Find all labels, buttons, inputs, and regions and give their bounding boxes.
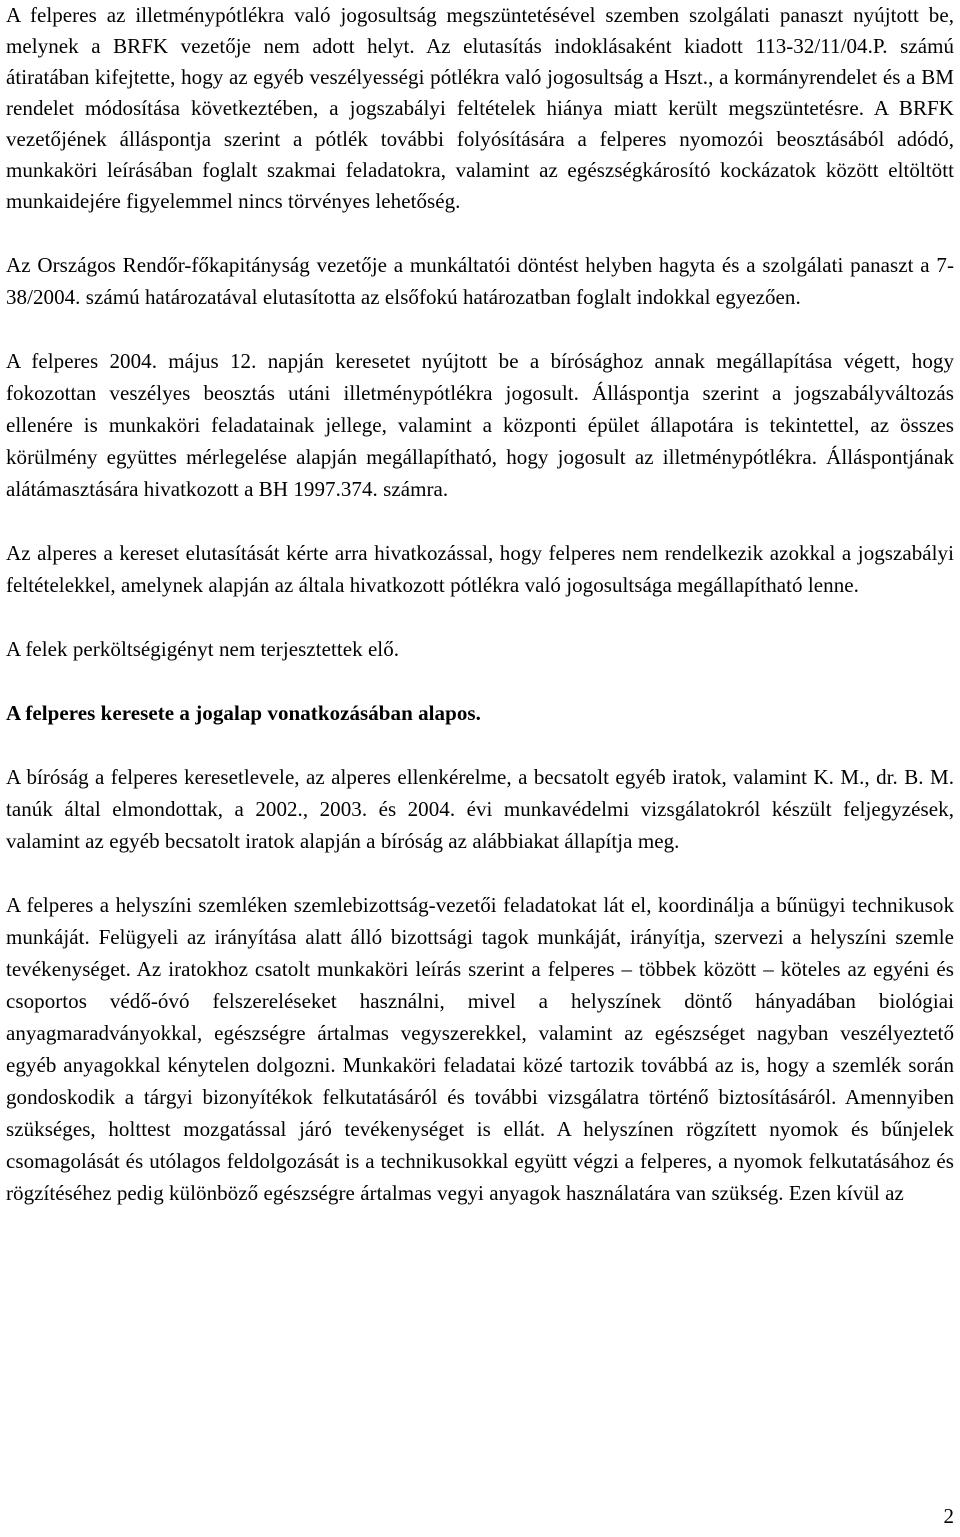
paragraph-1: A felperes az illetménypótlékra való jogosultság megszüntetésével szemben szolgálati panaszt nyújtott be, melynek a BRFK vezetője nem adott helyt. Az elutasítás indoklásaként kiadott 113-32/11/04.P. számú átiratában kifejtette, hogy az egyéb veszélyességi pótlékra való jogosultság a Hszt., a kormányrendelet és a BM rendelet módosítása következtében, a jogszabályi feltételek hiánya miatt került megszüntetésre. A BRFK vezetőjének álláspontja szerint a pótlék további folyósítására a felperes nyomozói beosztásából adódó, munkaköri leírásában foglalt szakmai feladatokra, valamint az egészségkárosító kockázatok között eltöltött munkaidejére figyelemmel nincs törvényes lehetőség. [6, 3, 954, 213]
paragraph-2: Az Országos Rendőr-főkapitányság vezetője a munkáltatói döntést helyben hagyta és a szolgálati panaszt a 7-38/2004. számú határozatával elutasította az elsőfokú határozatban foglalt indokkal egyezően. [6, 253, 954, 309]
paragraph-7: A bíróság a felperes keresetlevele, az alperes ellenkérelme, a becsatolt egyéb iratok, valamint K. M., dr. B. M. tanúk által elmondottak, a 2002., 2003. és 2004. évi munkavédelmi vizsgálatokról készült feljegyzések, valamint az egyéb becsatolt iratok alapján a bíróság az alábbiakat állapítja meg. [6, 765, 954, 853]
paragraph-3: A felperes 2004. május 12. napján keresetet nyújtott be a bírósághoz annak megállapítása végett, hogy fokozottan veszélyes beosztás utáni illetménypótlékra jogosult. Álláspontja szerint a jogszabályváltozás ellenére is munkaköri feladatainak jellege, valamint a központi épület állapotára is tekintettel, az összes körülmény együttes mérlegelése alapján megállapítható, hogy jogosult az illetménypótlékra. Álláspontjának alátámasztására hivatkozott a BH 1997.374. számra. [6, 349, 954, 501]
document-page [6, 0, 954, 1209]
paragraph-6-heading: A felperes keresete a jogalap vonatkozásában alapos. [6, 701, 481, 725]
paragraph-8: A felperes a helyszíni szemléken szemlebizottság-vezetői feladatokat lát el, koordinálja a bűnügyi technikusok munkáját. Felügyeli az irányítása alatt álló bizottsági tagok munkáját, irányítja, szervezi a helyszíni szemle tevékenységet. Az iratokhoz csatolt munkaköri leírás szerint a felperes – többek között – köteles az egyéni és csoportos védő-óvó felszereléseket használni, mivel a helyszínek döntő hányadában biológiai anyagmaradványokkal, egészségre ártalmas vegyszerekkel, valamint az egészséget nagyban veszélyeztető egyéb anyagokkal kénytelen dolgozni. Munkaköri feladatai közé tartozik továbbá az is, hogy a szemlék során gondoskodik a tárgyi bizonyítékok felkutatásáról és további vizsgálatra történő biztosításáról. Amennyiben szükséges, holttest mozgatással járó tevékenységet is ellát. A helyszínen rögzített nyomok és bűnjelek csomagolását és utólagos feldolgozását is a technikusokkal együtt végzi a felperes, a nyomok felkutatásához és rögzítéséhez pedig különböző egészségre ártalmas vegyi anyagok használatára van szükség. Ezen kívül az [6, 893, 954, 1205]
paragraph-4: Az alperes a kereset elutasítását kérte arra hivatkozással, hogy felperes nem rendelkezik azokkal a jogszabályi feltételekkel, amelynek alapján az általa hivatkozott pótlékra való jogosultsága megállapítható lenne. [6, 541, 954, 597]
page-number: 2 [943, 1504, 954, 1528]
paragraph-5: A felek perköltségigényt nem terjesztettek elő. [6, 637, 400, 661]
